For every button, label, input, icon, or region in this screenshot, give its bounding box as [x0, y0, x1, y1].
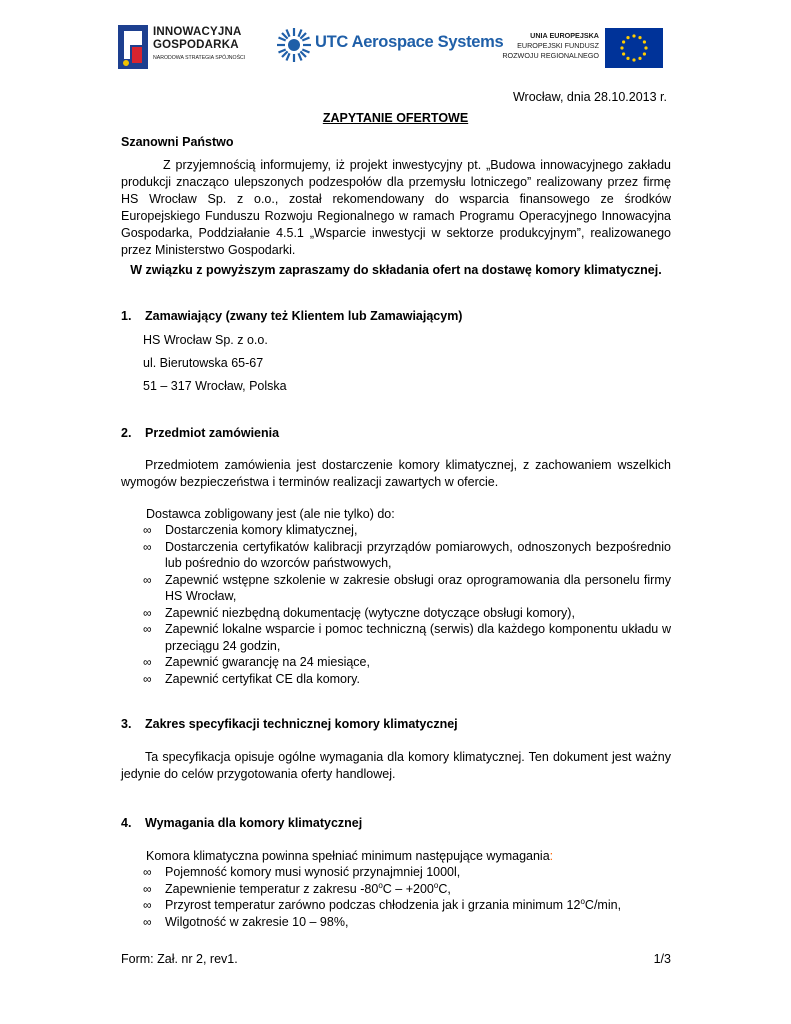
- section-4-lead: Komora klimatyczna powinna spełniać minimum następujące wymagania:: [146, 849, 554, 863]
- bullet-icon: ∞: [143, 622, 152, 636]
- list-item: ∞ Wilgotność w zakresie 10 – 98%,: [143, 914, 349, 929]
- list-item: ∞ Zapewnić niezbędną dokumentację (wytyczne dotyczące obsługi komory),: [143, 605, 575, 620]
- list-item: ∞ Przyrost temperatur zarówno podczas chłodzenia jak i grzania minimum 12$^o$C/min,: [143, 896, 622, 912]
- eu-fund-logo: [500, 28, 665, 70]
- list-item: ∞ Zapewnienie temperatur z zakresu $-80^oC - +200^oC$,: [143, 880, 451, 896]
- bullet-icon: ∞: [143, 539, 152, 554]
- section-2-paragraph: Przedmiotem zamówienia jest dostarczenie komory klimatycznej, z zachowaniem wszelkich wymogów bezpieczeństwa i terminów realizacji zawartych w ofercie.: [121, 458, 671, 489]
- utc-aerospace-logo: [276, 27, 504, 63]
- invitation-statement: W związku z powyższym zapraszamy do składania ofert na dostawę komory klimatycznej.: [130, 263, 662, 277]
- section-2-lead: Dostawca zobligowany jest (ale nie tylko) do:: [146, 507, 395, 521]
- eu-flag-icon: [605, 28, 663, 68]
- bullet-icon: ∞: [143, 914, 152, 929]
- section-3-title: Zakres specyfikacji technicznej komory klimatycznej: [145, 717, 458, 731]
- section-4-number: 4.: [121, 816, 132, 830]
- bullet-icon: ∞: [143, 523, 152, 537]
- section-2-heading: [121, 426, 279, 440]
- utc-brand-name: UTC Aerospace Systems: [315, 33, 504, 51]
- eu-text-line2: EUROPEJSKI FUNDUSZ: [517, 41, 599, 50]
- list-item: ∞ Dostarczenia komory klimatycznej,: [143, 523, 358, 537]
- utc-sunburst-icon: [276, 27, 312, 63]
- ig-text-line1: INNOWACYJNA: [153, 26, 242, 38]
- header-logos: [0, 0, 791, 80]
- section-3-number: 3.: [121, 717, 132, 731]
- section-2-title: Przedmiot zamówienia: [145, 426, 280, 440]
- requirements-list: [143, 864, 671, 930]
- bullet-icon: ∞: [143, 655, 152, 669]
- list-item: ∞ Zapewnić lokalne wsparcie i pomoc techniczną (serwis) dla każdego komponentu układu w przeciągu 24 godzin,: [143, 622, 671, 653]
- bullet-icon: ∞: [143, 605, 152, 620]
- eu-text-line3: ROZWOJU REGIONALNEGO: [502, 51, 599, 60]
- eu-text-line1: UNIA EUROPEJSKA: [530, 31, 599, 40]
- list-item: ∞ Zapewnić gwarancję na 24 miesiące,: [143, 655, 370, 669]
- document-title: ZAPYTANIE OFERTOWE: [322, 111, 469, 125]
- bullet-icon: ∞: [143, 881, 152, 896]
- bullet-icon: ∞: [143, 898, 152, 912]
- section-4-title: Wymagania dla komory klimatycznej: [145, 816, 363, 830]
- page-number: 1/3: [653, 952, 671, 966]
- section-1-number: 1.: [121, 309, 132, 323]
- list-item: ∞ Zapewnić wstępne szkolenie w zakresie obsługi oraz oprogramowania dla personelu firmy HS Wrocław,: [143, 572, 671, 603]
- client-company: HS Wrocław Sp. z o.o.: [143, 333, 268, 347]
- list-item: ∞ Zapewnić certyfikat CE dla komory.: [143, 671, 360, 686]
- ig-text-line3: NARODOWA STRATEGIA SPÓJNOŚCI: [153, 55, 246, 61]
- section-2-number: 2.: [121, 426, 132, 440]
- ig-emblem-icon: [118, 25, 150, 69]
- intro-paragraph: Z przyjemnością informujemy, iż projekt inwestycyjny pt. „Budowa innowacyjnego zakładu produkcji znacząco ulepszonych podzespołów dla przemysłu lotniczego” realizowany przez firmę HS Wrocław Sp. z o.o., został rekomendowany do wsparcia finansowego ze środków Europejskiego Funduszu Rozwoju Regionalnego w ramach Programu Operacyjnego Innowacyjna Gospodarka, Poddziałanie 4.5.1 „Wsparcie inwestycji w sektorze produkcyjnym”, realizowanego przez Ministerstwo Gospodarki.: [121, 158, 671, 257]
- bullet-icon: ∞: [143, 572, 152, 587]
- footer-form-reference: Form: Zał. nr 2, rev1.: [121, 952, 238, 966]
- client-street: ul. Bierutowska 65-67: [143, 356, 264, 370]
- list-item: ∞ Dostarczenia certyfikatów kalibracji przyrządów pomiarowych, odnoszonych bezpośrednio lub pośrednio do wzorców państwowych,: [143, 539, 671, 570]
- client-city: 51 – 317 Wrocław, Polska: [143, 379, 287, 393]
- bullet-icon: ∞: [143, 671, 152, 686]
- bullet-icon: ∞: [143, 865, 152, 879]
- section-3-paragraph: Ta specyfikacja opisuje ogólne wymagania dla komory klimatycznej. Ten dokument jest ważny jedynie do celów przygotowania oferty handlowej.: [121, 750, 671, 781]
- document-date: Wrocław, dnia 28.10.2013 r.: [512, 90, 667, 104]
- section-1-title: Zamawiający (zwany też Klientem lub Zamawiającym): [145, 309, 463, 323]
- innowacyjna-gospodarka-logo: [118, 25, 253, 69]
- greeting: Szanowni Państwo: [121, 135, 234, 149]
- section-1-heading: [121, 309, 462, 323]
- eu-fund-text: [502, 31, 599, 61]
- section-3-heading: [121, 717, 458, 731]
- section-4-heading: [121, 816, 362, 830]
- ig-text-line2: GOSPODARKA: [153, 39, 239, 51]
- list-item: ∞ Pojemność komory musi wynosić przynajmniej 1000l,: [143, 865, 461, 879]
- supplier-obligations-list: [143, 522, 671, 687]
